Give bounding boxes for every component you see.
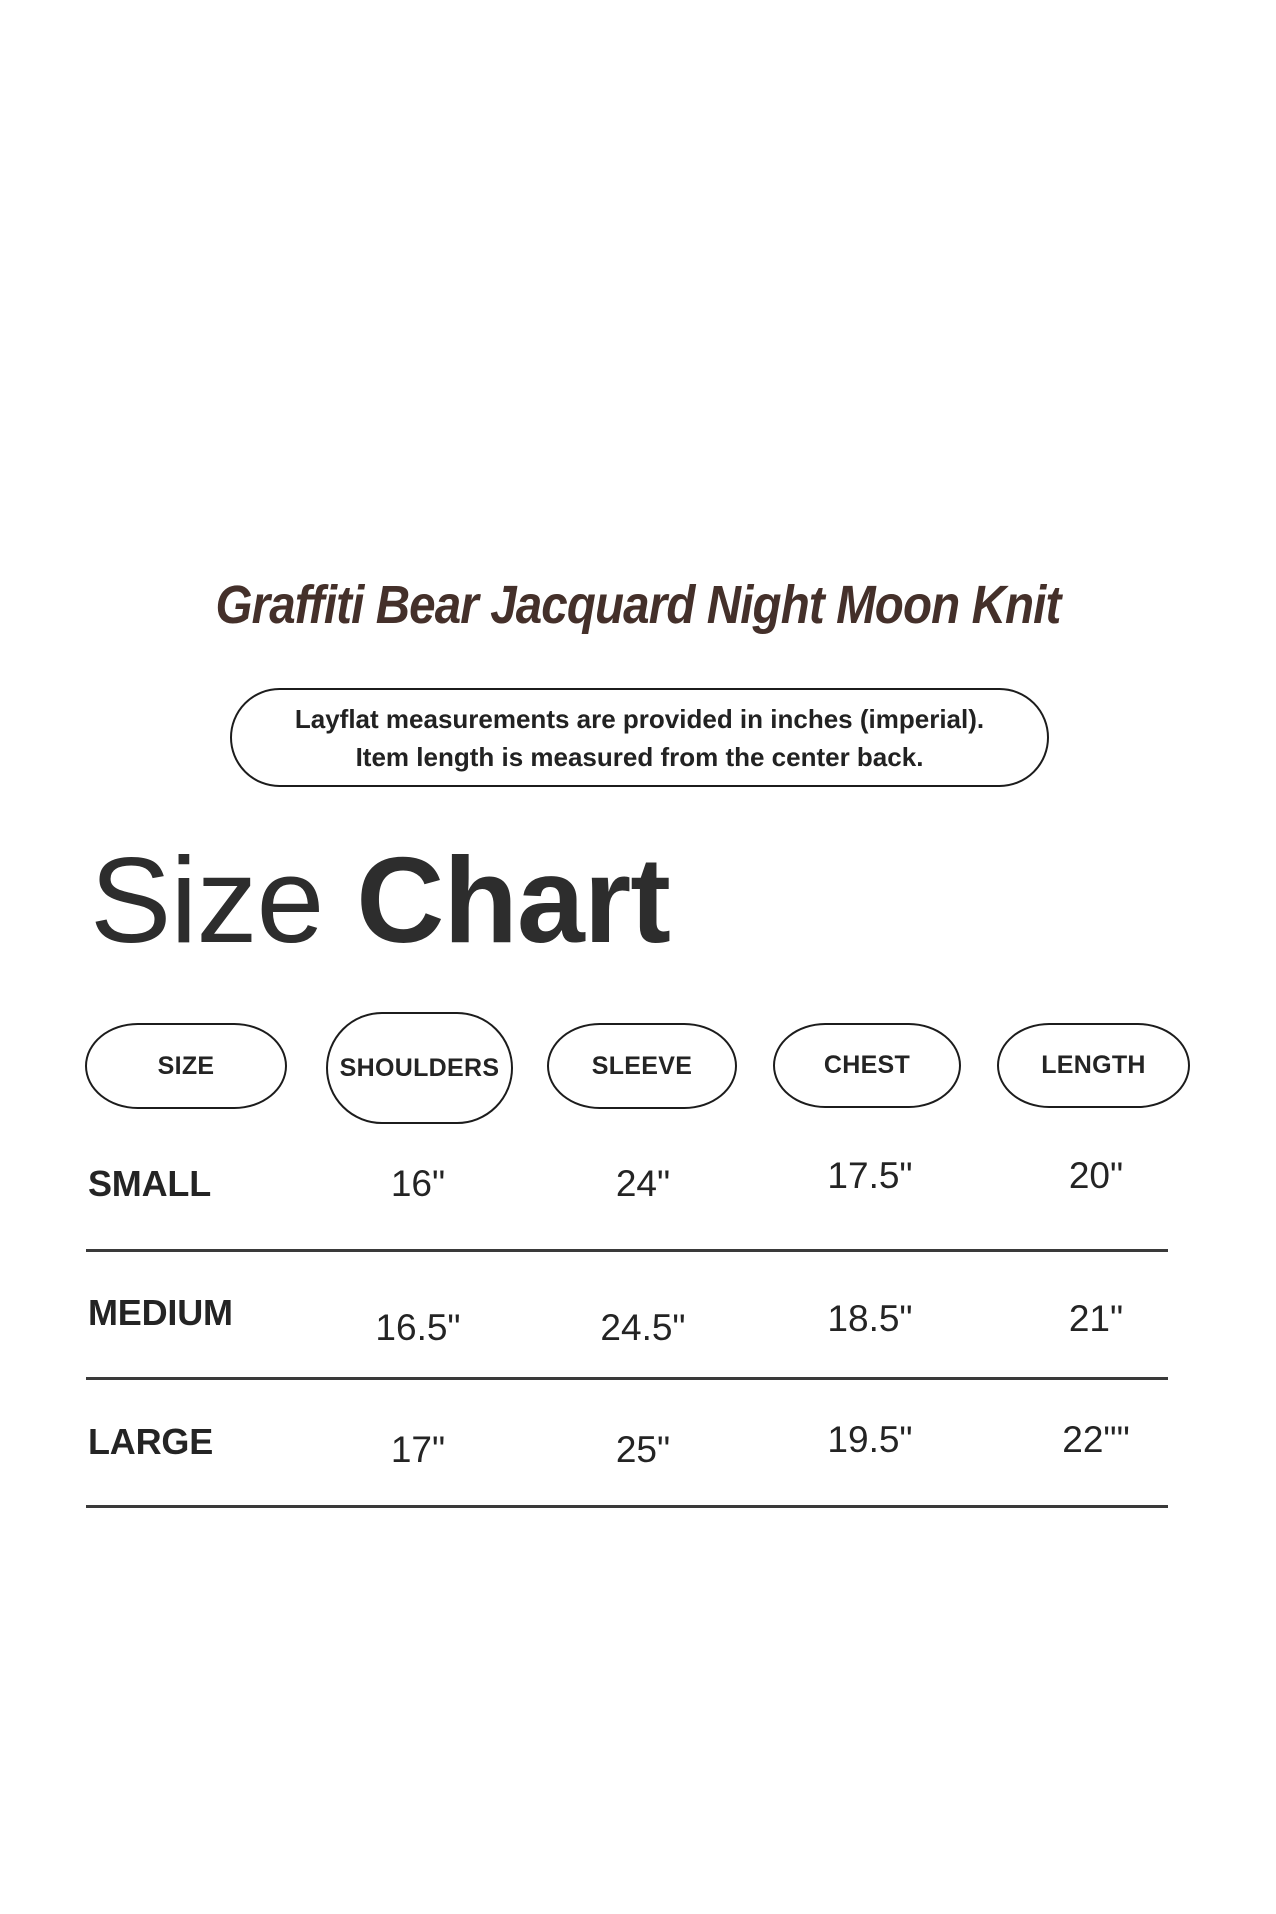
small-length-value: 20" (1068, 1155, 1124, 1196)
large-sleeve-value: 25" (615, 1429, 671, 1470)
table-bottom-rule (86, 1505, 1168, 1508)
column-header-sleeve: SLEEVE (547, 1023, 737, 1109)
medium-sleeve-value: 24.5" (600, 1307, 686, 1348)
large-chest-value: 19.5" (827, 1419, 913, 1460)
medium-chest-value: 18.5" (827, 1298, 913, 1339)
small-sleeve-value: 24" (615, 1163, 671, 1204)
measurement-note-line-2: Item length is measured from the center back. (355, 741, 924, 772)
row-label-medium: MEDIUM (88, 1292, 233, 1333)
table-row-medium (0, 1292, 1276, 1348)
measurement-note-line-1: Layflat measurements are provided in inches (imperial). (294, 703, 985, 734)
column-header-length: LENGTH (997, 1023, 1190, 1108)
table-row-large (0, 1419, 1276, 1470)
row-divider (86, 1377, 1168, 1380)
heading-word-chart: Chart (356, 832, 670, 968)
heading-word-size: Size (90, 832, 324, 968)
size-chart-heading (90, 832, 670, 968)
column-header-shoulders: SHOULDERS (326, 1012, 513, 1124)
product-title: Graffiti Bear Jacquard Night Moon Knit (215, 575, 1061, 635)
column-header-size: SIZE (85, 1023, 287, 1109)
row-label-large: LARGE (88, 1421, 214, 1462)
medium-length-value: 21" (1068, 1298, 1124, 1339)
column-header-chest: CHEST (773, 1023, 961, 1108)
large-shoulders-value: 17" (390, 1429, 446, 1470)
large-length-value: 22"" (1062, 1419, 1130, 1460)
table-row-small (0, 1155, 1276, 1204)
small-chest-value: 17.5" (827, 1155, 913, 1196)
row-divider (86, 1249, 1168, 1252)
small-shoulders-value: 16" (390, 1163, 446, 1204)
medium-shoulders-value: 16.5" (375, 1307, 461, 1348)
row-label-small: SMALL (88, 1163, 211, 1204)
measurement-note (230, 688, 1049, 787)
